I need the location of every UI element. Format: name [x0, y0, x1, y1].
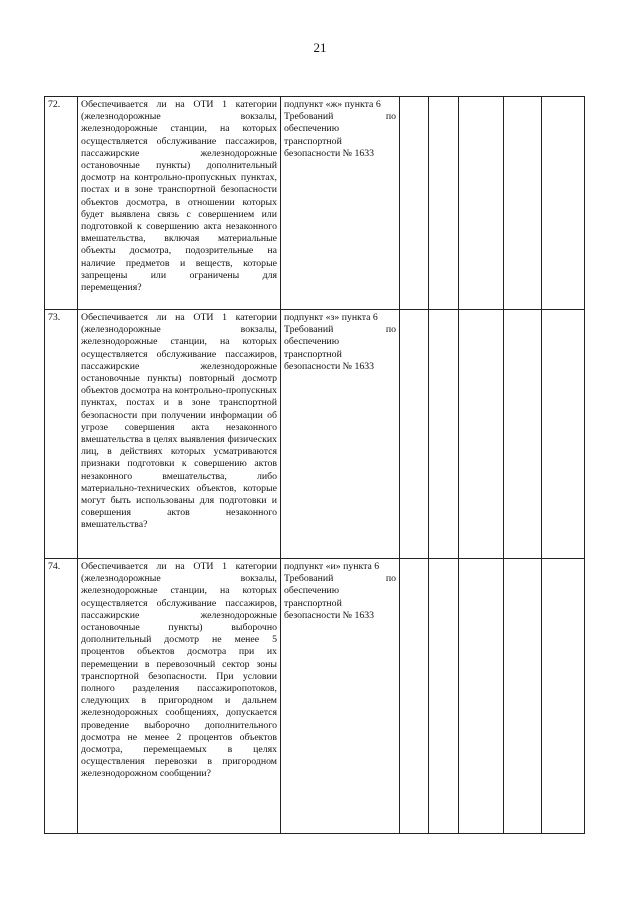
question-text: Обеспечивается ли на ОТИ 1 категории (железнодорожные вокзалы, железнодорожные станции, на которых осуществляется обслуживание пассажиров, пассажирские железнодорожные остановочные пункты) выборочно дополнительный досмотр не менее 5 процентов объектов досмотра при их перемещении в перевозочный сектор зоны транспортной безопасности. При условии полного разделения пассажиропотоков, следующих в пригородном и дальнем железнодорожных сообщениях, допускается проведение выборочно дополнительного досмотра не менее 2 процентов объектов досмотра, перемещаемых в целях осуществления перевозки в пригородном железнодорожном сообщении?: [78, 559, 281, 834]
answer-cell-no[interactable]: [429, 97, 459, 310]
ref-word: по: [385, 324, 396, 336]
question-text: Обеспечивается ли на ОТИ 1 категории (железнодорожные вокзалы, железнодорожные станции, на которых осуществляется обслуживание пассажиров, пассажирские железнодорожные остановочные пункты) дополнительный досмотр на контрольно-пропускных пунктах, постах и в зоне транспортной безопасности объектов досмотра, в отношении которых будет выявлена связь с совершением или подготовкой к совершению акта незаконного вмешательства, включая материальные объекты досмотра, подозрительные на наличие предметов и веществ, которые запрещены или ограничены для перемещения?: [78, 97, 281, 310]
question-text: Обеспечивается ли на ОТИ 1 категории (железнодорожные вокзалы, железнодорожные станции, на которых осуществляется обслуживание пассажиров, пассажирские железнодорожные остановочные пункты) повторный досмотр объектов досмотра на контрольно-пропускных пунктах, постах и в зоне транспортной безопасности при получении информации об угрозе совершения акта незаконного вмешательства в целях выявления физических лиц, в действиях которых усматриваются признаки подготовки к совершению актов незаконного вмешательства, либо материально-технических объектов, которые могут быть использованы для подготовки и совершения актов незаконного вмешательства?: [78, 310, 281, 559]
answer-cell-yes[interactable]: [400, 559, 429, 834]
requirement-reference: [281, 559, 400, 834]
row-number: 74.: [45, 559, 78, 834]
ref-line: транспортной: [284, 597, 342, 609]
table-row: [45, 310, 585, 559]
ref-line: обеспечению: [284, 336, 340, 348]
answer-cell-not-applicable[interactable]: [459, 310, 504, 559]
ref-word: по: [385, 111, 396, 123]
ref-line: безопасности № 1633: [284, 360, 375, 372]
row-number: 73.: [45, 310, 78, 559]
requirement-reference: [281, 310, 400, 559]
answer-cell-no[interactable]: [429, 310, 459, 559]
requirement-reference: [281, 97, 400, 310]
answer-cell-not-applicable[interactable]: [459, 97, 504, 310]
ref-line: [284, 573, 396, 585]
ref-line: подпункт «ж» пункта 6: [284, 99, 381, 110]
ref-line: подпункт «и» пункта 6: [284, 561, 380, 572]
checklist-table: [44, 96, 585, 834]
page-number: 21: [313, 40, 327, 55]
notes-cell[interactable]: [542, 310, 585, 559]
ref-line: безопасности № 1633: [284, 609, 375, 621]
answer-cell-extra[interactable]: [504, 310, 542, 559]
answer-cell-yes[interactable]: [400, 310, 429, 559]
ref-line: обеспечению: [284, 123, 340, 135]
ref-line: безопасности № 1633: [284, 147, 375, 159]
ref-word: Требований: [284, 573, 334, 585]
answer-cell-no[interactable]: [429, 559, 459, 834]
ref-line: транспортной: [284, 135, 342, 147]
ref-word: Требований: [284, 324, 334, 336]
ref-line: [284, 324, 396, 336]
notes-cell[interactable]: [542, 97, 585, 310]
answer-cell-not-applicable[interactable]: [459, 559, 504, 834]
row-number: 72.: [45, 97, 78, 310]
ref-word: Требований: [284, 111, 334, 123]
ref-line: транспортной: [284, 348, 342, 360]
answer-cell-extra[interactable]: [504, 559, 542, 834]
answer-cell-yes[interactable]: [400, 97, 429, 310]
table-row: [45, 559, 585, 834]
ref-line: подпункт «з» пункта 6: [284, 312, 378, 323]
table-row: [45, 97, 585, 310]
answer-cell-extra[interactable]: [504, 97, 542, 310]
notes-cell[interactable]: [542, 559, 585, 834]
ref-line: обеспечению: [284, 585, 340, 597]
ref-word: по: [385, 573, 396, 585]
ref-line: [284, 111, 396, 123]
